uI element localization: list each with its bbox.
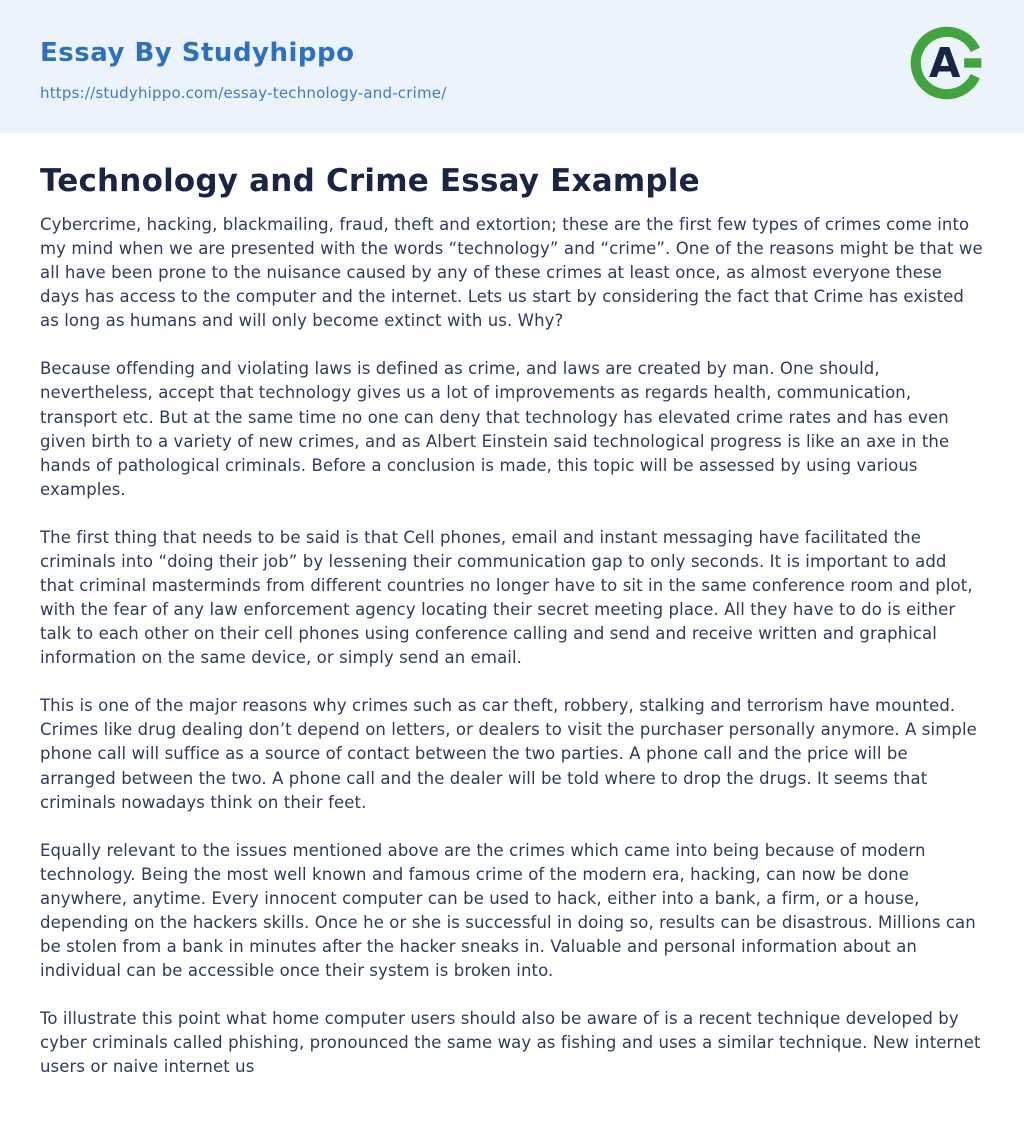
studyhippo-logo-icon xyxy=(908,24,986,102)
essay-paragraph: This is one of the major reasons why crimes such as car theft, robbery, stalking and terrorism have mounted. Crimes like drug dealing don’t depend on letters, or dealers to visit the purchaser personally anymore. A simple phone call will suffice as a source of contact between the two parties. A phone call and the price will be arranged between the two. A phone call and the dealer will be told where to drop the drugs. It seems that criminals nowadays think on their feet. xyxy=(40,696,977,812)
logo-letter: A xyxy=(928,39,961,88)
essay-paragraph: To illustrate this point what home computer users should also be aware of is a recent technique developed by cyber criminals called phishing, pronounced the same way as fishing and uses a similar technique. New internet users or naive internet us xyxy=(40,1009,981,1077)
article-body xyxy=(40,213,984,1079)
essay-paragraph: The first thing that needs to be said is that Cell phones, email and instant messaging have facilitated the criminals into “doing their job” by lessening their communication gap to only seconds. It is important to add that criminal masterminds from different countries no longer have to sit in the same conference room and plot, with the fear of any law enforcement agency locating their secret meeting place. All they have to do is either talk to each other on their cell phones using conference calling and send and receive written and graphical information on the same device, or simply send an email. xyxy=(40,527,973,668)
source-url-link[interactable]: https://studyhippo.com/essay-technology-and-crime/ xyxy=(40,84,447,102)
essay-paragraph: Because offending and violating laws is defined as crime, and laws are created by man. One should, nevertheless, accept that technology gives us a lot of improvements as regards health, communication, transport etc. But at the same time no one can deny that technology has elevated crime rates and has even given birth to a variety of new crimes, and as Albert Einstein said technological progress is like an axe in the hands of pathological criminals. Before a conclusion is made, this topic will be assessed by using various examples. xyxy=(40,359,950,499)
essay-paragraph: Equally relevant to the issues mentioned above are the crimes which came into being because of modern technology. Being the most well known and famous crime of the modern era, hacking, can now be done anywhere, anytime. Every innocent computer can be used to hack, either into a bank, a firm, or a house, depending on the hackers skills. Once he or she is successful in doing so, results can be disastrous. Millions can be stolen from a bank in minutes after the hacker sneaks in. Valuable and personal information about an individual can be accessible once their system is broken into. xyxy=(40,840,976,981)
essay-article xyxy=(0,133,1024,1133)
article-title: Technology and Crime Essay Example xyxy=(40,163,700,199)
site-title: Essay By Studyhippo xyxy=(40,38,355,68)
essay-paragraph: Cybercrime, hacking, blackmailing, fraud, theft and extortion; these are the first few types of crimes come into my mind when we are presented with the words “technology” and “crime”. One of the reasons might be that we all have been prone to the nuisance caused by any of these crimes at least once, as almost everyone these days has access to the computer and the internet. Lets us start by considering the fact that Crime has existed as long as humans and will only become extinct with us. Why? xyxy=(40,215,983,331)
site-header xyxy=(0,0,1024,133)
